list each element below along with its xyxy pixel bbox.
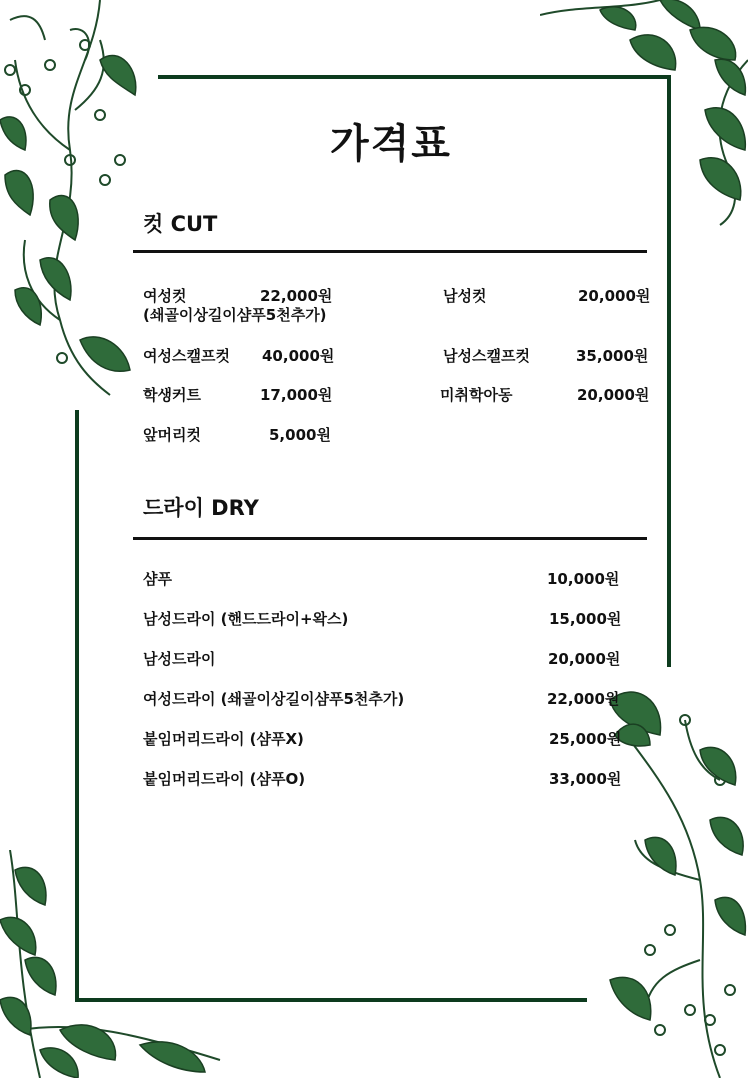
dry-item-name: 샴푸: [143, 570, 172, 588]
cut-item-price: 5,000원: [269, 426, 331, 444]
cut-item-name: 남성컷: [443, 287, 487, 305]
cut-item-note: (쇄골이상길이샴푸5천추가): [143, 306, 327, 324]
cut-item-price: 17,000원: [260, 386, 333, 404]
cut-item-name: 남성스캘프컷: [443, 347, 530, 365]
cut-item-name: 여성스캘프컷: [143, 347, 230, 365]
dry-item-price: 33,000원: [549, 770, 622, 788]
dry-item-price: 22,000원: [547, 690, 620, 708]
dry-item-price: 20,000원: [548, 650, 621, 668]
top-left-vine-decoration: [0, 0, 145, 400]
dry-item-name: 남성드라이 (핸드드라이+왁스): [143, 610, 349, 628]
cut-item-price: 20,000원: [578, 287, 651, 305]
cut-item-price: 40,000원: [262, 347, 335, 365]
cut-item-name: 여성컷: [143, 287, 187, 305]
dry-item-name: 붙임머리드라이 (샴푸O): [143, 770, 306, 788]
cut-item-price: 35,000원: [576, 347, 649, 365]
top-right-vine-decoration: [540, 0, 748, 230]
cut-section-divider: [133, 250, 647, 253]
cut-item-price: 22,000원: [260, 287, 333, 305]
dry-section-divider: [133, 537, 647, 540]
cut-item-name: 앞머리컷: [143, 426, 201, 444]
dry-item-name: 남성드라이: [143, 650, 216, 668]
cut-item-price: 20,000원: [577, 386, 650, 404]
dry-item-price: 25,000원: [549, 730, 622, 748]
dry-item-price: 15,000원: [549, 610, 622, 628]
cut-item-name: 학생커트: [143, 386, 201, 404]
dry-item-name: 여성드라이 (쇄골이상길이샴푸5천추가): [143, 690, 405, 708]
page-title: 가격표: [330, 120, 452, 167]
bottom-left-vine-decoration: [0, 850, 230, 1078]
cut-section-heading: 컷 CUT: [143, 212, 218, 236]
dry-section-heading: 드라이 DRY: [143, 496, 259, 520]
dry-item-name: 붙임머리드라이 (샴푸X): [143, 730, 304, 748]
dry-item-price: 10,000원: [547, 570, 620, 588]
cut-item-name: 미취학아동: [440, 386, 513, 404]
